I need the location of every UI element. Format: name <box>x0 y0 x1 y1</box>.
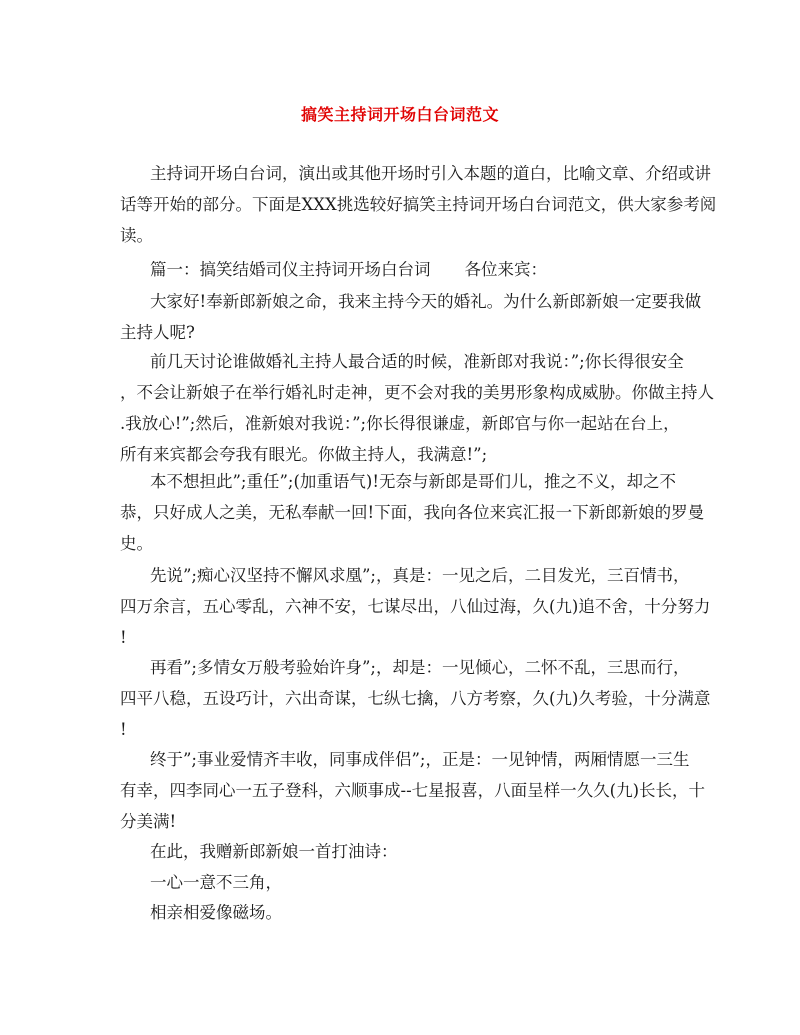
section-greeting: 各位来宾： <box>464 260 547 279</box>
paragraph-line: 有幸，四李同心一五子登科，六顺事成--七星报喜，八面呈样一久久(九)长长，十 <box>120 781 706 800</box>
paragraph-section-heading <box>120 254 690 285</box>
poem-line <box>120 867 690 898</box>
paragraph-line: ! <box>120 628 127 647</box>
paragraph-line: .我放心!”;然后，准新娘对我说：”;你长得很谦虚，新郎官与你一起站在台上， <box>120 414 680 433</box>
paragraph-line: 读。 <box>120 226 153 245</box>
paragraph-line: ，不会让新娘子在举行婚礼时走神，更不会对我的美男形象构成威胁。你做主持人 <box>120 383 714 402</box>
paragraph <box>120 286 702 348</box>
paragraph-line: 四平八稳，五设巧计，六出奇谋，七纵七擒，八方考察，久(九)久考验，十分满意 <box>120 689 711 708</box>
paragraph-line: 主持人呢? <box>120 323 195 342</box>
paragraph <box>120 466 705 559</box>
paragraph-line: 在此，我赠新郎新娘一首打油诗： <box>150 842 398 861</box>
paragraph-line: 四万余言，五心零乱，六神不安，七谋尽出，八仙过海，久(九)追不舍，十分努力 <box>120 597 711 616</box>
paragraph <box>120 652 711 745</box>
section-title: 篇一：搞笑结婚司仪主持词开场白台词 <box>150 260 431 279</box>
paragraph-line: 大家好!奉新郎新娘之命，我来主持今天的婚礼。为什么新郎新娘一定要我做 <box>150 292 702 311</box>
paragraph-intro <box>120 158 717 251</box>
paragraph-line: 相亲相爱像磁场。 <box>150 903 282 922</box>
paragraph <box>120 836 690 867</box>
paragraph-line: 先说”;痴心汉坚持不懈风求凰”;，真是：一见之后，二目发光，三百情书， <box>150 566 690 585</box>
paragraph-line: 本不想担此”;重任”;(加重语气)!无奈与新郎是哥们儿，推之不义，却之不 <box>150 472 676 491</box>
paragraph-line: 恭，只好成人之美，无私奉献一回!下面，我向各位来宾汇报一下新郎新娘的罗曼 <box>120 503 705 522</box>
paragraph-line: ! <box>120 720 127 739</box>
paragraph-line: 终于”;事业爱情齐丰收，同事成伴侣”;，正是：一见钟情，两厢情愿一三生 <box>150 750 690 769</box>
paragraph-line: 一心一意不三角， <box>150 873 282 892</box>
paragraph <box>120 744 706 837</box>
document-title: 搞笑主持词开场白台词范文 <box>300 105 499 124</box>
paragraph-line: 所有来宾都会夸我有眼光。你做主持人，我满意!”; <box>120 445 488 464</box>
paragraph-line: 主持词开场白台词，演出或其他开场时引入本题的道白，比喻文章、介绍或讲 <box>150 164 711 183</box>
paragraph-line: 分美满! <box>120 812 177 831</box>
paragraph-line: 再看”;多情女万般考验始许身”;，却是：一见倾心，二怀不乱，三思而行， <box>150 658 690 677</box>
paragraph-line: 话等开始的部分。下面是XXX挑选较好搞笑主持词开场白台词范文，供大家参考阅 <box>120 195 717 214</box>
paragraph <box>120 560 711 653</box>
paragraph-line: 史。 <box>120 534 153 553</box>
paragraph-line: 前几天讨论谁做婚礼主持人最合适的时候，准新郎对我说：”;你长得很安全 <box>150 352 684 371</box>
poem-line <box>120 897 690 928</box>
paragraph <box>120 346 714 470</box>
